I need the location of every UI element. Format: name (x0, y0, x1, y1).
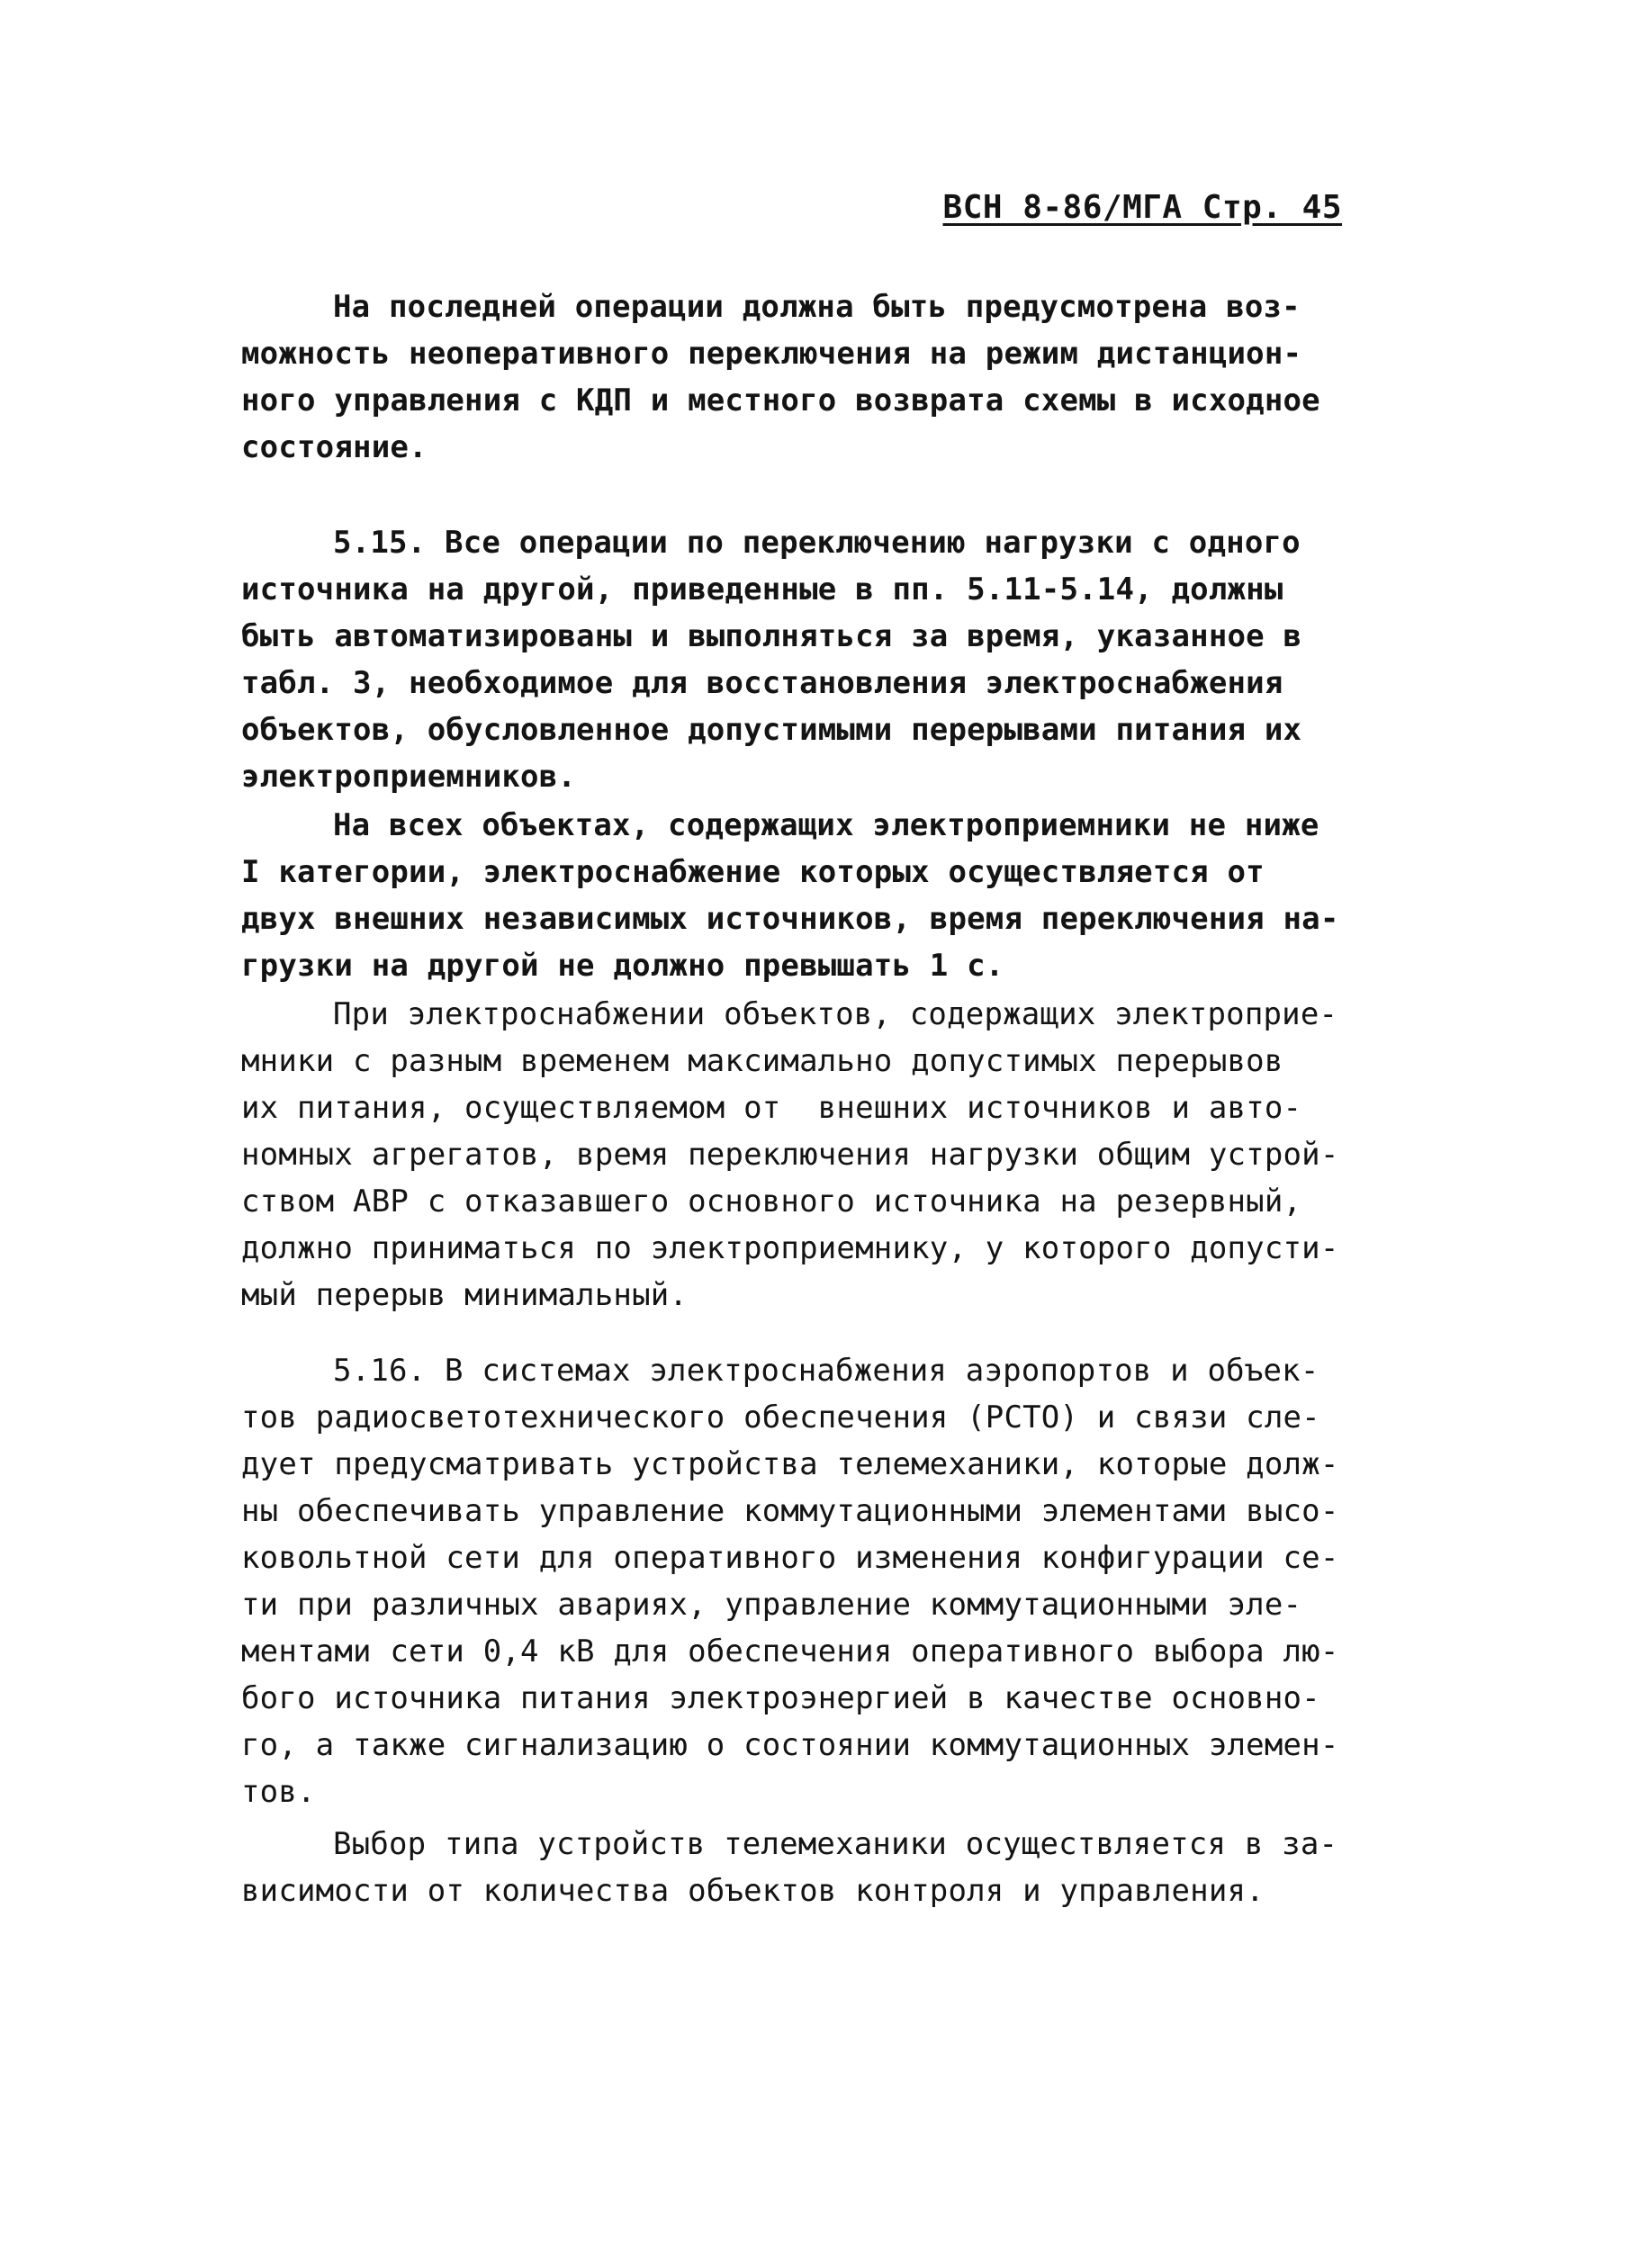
paragraph-4-line-6: должно приниматься по электроприемнику, у которого допусти- (241, 1230, 1339, 1266)
paragraph-3-line-3: двух внешних независимых источников, время переключения на- (241, 901, 1339, 937)
paragraph-4-line-7: мый перерыв минимальный. (241, 1277, 689, 1313)
paragraph-2-line-6: электроприемников. (241, 759, 577, 795)
paragraph-3-line-4: грузки на другой не должно превышать 1 с. (241, 948, 1004, 984)
paragraph-2-line-5: объектов, обусловленное допустимыми перерывами питания их (241, 712, 1302, 748)
paragraph-1-line-3: ного управления с КДП и местного возврата схемы в исходное (241, 382, 1320, 418)
paragraph-2-line-4: табл. 3, необходимое для восстановления электроснабжения (241, 665, 1283, 701)
paragraph-5-line-6: ти при различных авариях, управление коммутационными эле- (241, 1587, 1302, 1623)
paragraph-5-line-10: тов. (241, 1774, 316, 1810)
paragraph-5-line-1: 5.16. В системах электроснабжения аэропортов и объек- (333, 1353, 1319, 1389)
paragraph-6-line-2: висимости от количества объектов контроля и управления. (241, 1873, 1265, 1909)
paragraph-1-line-1: На последней операции должна быть предусмотрена воз- (333, 289, 1301, 325)
paragraph-2-line-1: 5.15. Все операции по переключению нагрузки с одного (333, 525, 1301, 561)
paragraph-4-line-2: мники с разным временем максимально допустимых перерывов (241, 1043, 1283, 1079)
paragraph-4-line-5: ством АВР с отказавшего основного источника на резервный, (241, 1184, 1302, 1220)
paragraph-5-line-7: ментами сети 0,4 кВ для обеспечения оперативного выбора лю- (241, 1634, 1339, 1670)
paragraph-5-line-5: ковольтной сети для оперативного изменения конфигурации се- (241, 1540, 1339, 1576)
paragraph-5-line-8: бого источника питания электроэнергией в качестве основно- (241, 1680, 1320, 1716)
paragraph-3-line-2: I категории, электроснабжение которых осуществляется от (241, 854, 1265, 890)
paragraph-4-line-3: их питания, осуществляемом от внешних источников и авто- (241, 1090, 1302, 1126)
paragraph-5-line-2: тов радиосветотехнического обеспечения (РСТО) и связи сле- (241, 1400, 1320, 1436)
page-header: ВСН 8-86/МГА Стр. 45 (942, 189, 1342, 226)
paragraph-5-line-3: дует предусматривать устройства телемеханики, которые долж- (241, 1446, 1339, 1482)
paragraph-2-line-3: быть автоматизированы и выполняться за время, указанное в (241, 618, 1302, 654)
paragraph-3-line-1: На всех объектах, содержащих электроприемники не ниже (333, 807, 1319, 843)
paragraph-5-line-9: го, а также сигнализацию о состоянии коммутационных элемен- (241, 1727, 1339, 1763)
paragraph-4-line-1: При электроснабжении объектов, содержащих электроприе- (333, 996, 1338, 1032)
paragraph-1-line-4: состояние. (241, 429, 428, 465)
paragraph-6-line-1: Выбор типа устройств телемеханики осуществляется в за- (333, 1826, 1338, 1862)
paragraph-1-line-2: можность неоперативного переключения на режим дистанцион- (241, 336, 1302, 372)
paragraph-5-line-4: ны обеспечивать управление коммутационными элементами высо- (241, 1493, 1339, 1529)
paragraph-4-line-4: номных агрегатов, время переключения нагрузки общим устрой- (241, 1137, 1339, 1173)
paragraph-2-line-2: источника на другой, приведенные в пп. 5.11-5.14, должны (241, 572, 1283, 608)
